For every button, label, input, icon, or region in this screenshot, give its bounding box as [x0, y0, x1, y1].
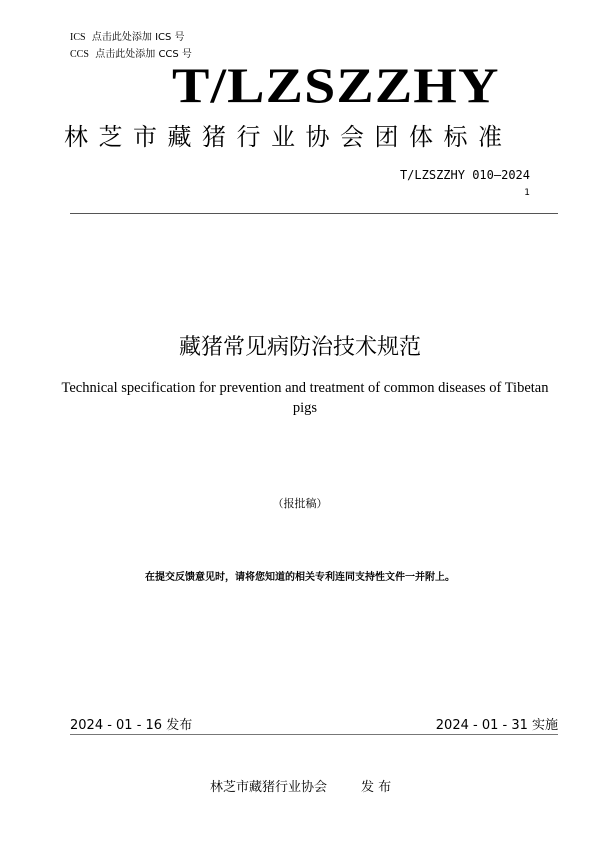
title-english: Technical specification for prevention and treatment of common diseases of Tibetan pigs [61, 380, 549, 416]
ics-placeholder: 点击此处添加 ICS 号 [91, 32, 185, 43]
ccs-placeholder: 点击此处添加 CCS 号 [95, 49, 192, 60]
ics-line [70, 28, 185, 43]
divider [70, 734, 558, 735]
version-number: 1 [524, 188, 530, 198]
draft-stage: （报批稿） [272, 497, 328, 510]
patent-notice: 在提交反馈意见时，请将您知道的相关专利连同支持性文件一并附上。 [145, 572, 455, 583]
title-chinese: 藏猪常见病防治技术规范 [178, 335, 421, 360]
standard-number: T/LZSZZHY 010—2024 [399, 168, 530, 182]
issue-date: 2024 - 01 - 16 发布 [70, 718, 193, 733]
ics-label: ICS [70, 32, 86, 43]
publisher-line [210, 776, 391, 795]
publish-label: 发 布 [361, 780, 392, 795]
organization-title: 林芝市藏猪行业协会团体标准 [64, 123, 513, 151]
standard-code-logo: T/LZSZZHY [172, 57, 500, 113]
implementation-date: 2024 - 01 - 31 实施 [435, 718, 558, 733]
publisher: 林芝市藏猪行业协会 [210, 780, 328, 795]
ccs-label: CCS [70, 49, 89, 60]
divider [70, 213, 558, 214]
